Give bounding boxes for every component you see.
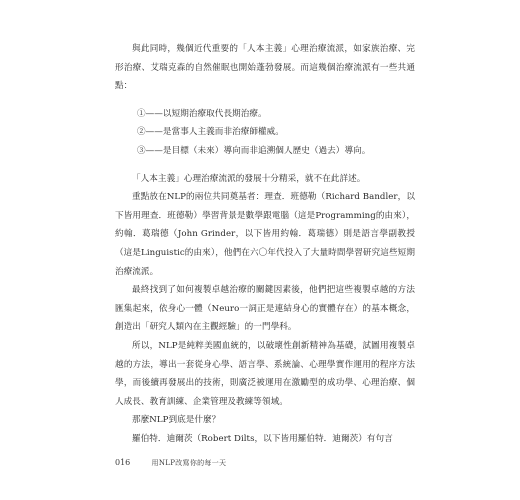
paragraph: 最終找到了如何複製卓越治療的關鍵因素後，他們把這些複製卓越的方法匯集起來，依身心一體（Neuro一詞正是連結身心的實體存在）的基本概念，創造出「研究人類內在主觀經驗」的一門學科。 xyxy=(115,285,415,333)
list-item: ②——是當事人主義而非治療師權威。 xyxy=(137,127,284,138)
paragraph: 重點放在NLP的兩位共同奠基者：理查．班德勒（Richard Bandler，以下皆用理查．班德勒）學習背景是數學跟電腦（這是Programming的由來），約翰．葛瑞德（John Grinder，以下皆用約翰．葛瑞德）則是語言學副教授（這是Linguistic的由來），他們在六〇年代投入了大量時間學習研究這些短期治療流派。 xyxy=(115,192,415,277)
list-item: ①——以短期治療取代長期治療。 xyxy=(137,108,267,119)
paragraph: 「人本主義」心理治療流派的發展十分精采，就不在此詳述。 xyxy=(132,173,366,184)
list-item: ③——是目標（未來）導向而非追溯個人歷史（過去）導向。 xyxy=(137,145,371,156)
page-number: 016 xyxy=(115,458,131,467)
paragraph: 與此同時，幾個近代重要的「人本主義」心理治療流派，如家族治療、完形治療、艾瑞克森的自然催眠也開始蓬勃發展。而這幾個治療流派有一些共通點： xyxy=(115,44,415,92)
paragraph: 羅伯特．迪爾茨（Robert Dilts，以下皆用羅伯特．迪爾茨）有句言 xyxy=(132,433,393,444)
paragraph: 那麼NLP到底是什麼？ xyxy=(132,415,221,426)
page-body xyxy=(115,40,415,448)
page-footer xyxy=(115,458,226,468)
paragraph: 所以，NLP是純粹美國血統的，以破壞性創新精神為基礎，試圖用複製卓越的方法，導出一套從身心學、語言學、系統論、心理學實作運用的程序方法學，而後續再發展出的技術，則廣泛被運用在激勵型的成功學、心理治療、個人成長、教育訓練、企業管理及教練等領域。 xyxy=(115,340,415,407)
running-title: 用NLP改寫你的每一天 xyxy=(151,459,227,467)
common-points-list xyxy=(115,105,415,161)
